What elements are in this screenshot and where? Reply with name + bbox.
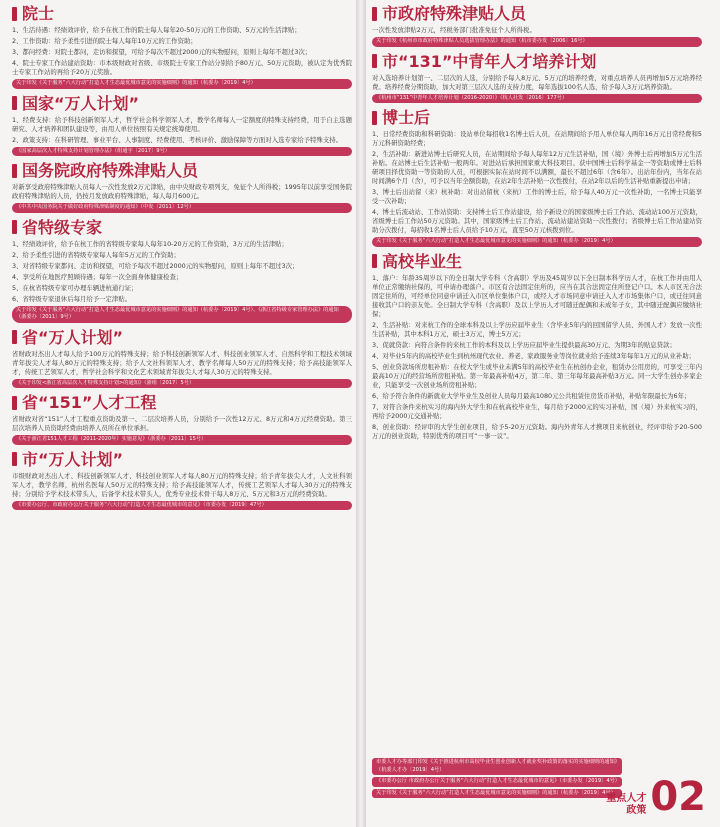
section-title [12, 94, 352, 113]
policy-section [12, 218, 352, 323]
section-title-text: 市“万人计划” [22, 449, 124, 469]
section-paragraph: 1、落户：年龄35周岁以下的全日制大学专科（含高职）学历及45周岁以下全日制本科学历人才，在杭工作并由用人单位正常缴纳社保的，可申请办理落户。市区有合法固定住所的，应当在其合法固定住所登记户口。本人市区无合法固定住所的，可经单位同意申请迁入市区单位集体户口，或经人才市场同意申请迁入人才市场集体户口，或迁往同意接收其户口的亲友处。全日制大学专科（含高职）及以上学历人才可随迁配偶和未成年子女，其中随迁配偶应缴纳社保； [372, 273, 702, 318]
section-paragraph: 2、生活补贴：对来杭工作的全球本科及以上学历应届毕业生（含毕业5年内的回国留学人员、外国人才）发放一次性生活补贴，其中本科1万元，硕士3万元，博士5万元； [372, 320, 702, 338]
section-paragraph: 1、经绩效评价，给予在杭工作的省特级专家每人每年10-20万元的工作资助，3万元的生活津贴； [12, 239, 288, 248]
title-marker-icon [12, 7, 17, 21]
source-citation: 《市委办公厅、市政府办公厅关于服务“六大行动”打造人才生态最优城市的意见》（市委办发〔2019〕47号） [12, 501, 352, 511]
section-paragraph: 省财政对省“151”人才工程重点资助及第一、二层次培养人员，分别给予一次性12万元、8万元和4万元经费资助。第三层次培养人员资助经费由培养人员所在单位承担。 [12, 415, 352, 432]
section-title-text: 市“131”中青年人才培养计划 [382, 51, 597, 71]
section-title [372, 4, 702, 23]
source-citation: 关于印发《关于服务“六大行动”打造人才生态最优城市意见的实施细则》的通知（杭委办〔2019〕4号）、《浙江省特级专家管理办法》的通知（浙委办〔2011〕9号） [12, 306, 352, 323]
title-marker-icon [372, 111, 377, 125]
policy-section [12, 393, 352, 445]
section-title [12, 218, 352, 237]
section-paragraph: 对入选培养计划第一、二层次的人选，分别给予每人8万元、5万元的培养经费，对重点培养人员再增加5万元培养经费。培养经费分期资助，加大对第三层次人选的支持力度，每年选拔100名人选，给予每人3万元培养资助。 [372, 73, 702, 91]
section-title-text: 院士 [22, 4, 55, 23]
title-marker-icon [12, 164, 17, 178]
title-marker-icon [372, 54, 377, 68]
section-paragraph: 一次性发放津贴2万元，经税务部门批准免征个人所得税。 [372, 26, 536, 34]
section-title-text: 市政府特殊津贴人员 [382, 4, 527, 23]
section-paragraph: 省财政对杰出人才每人给予100万元的特殊支持；给予科技创新领军人才、科技创业领军人才、自然科学和工程技术领域青年拔尖人才每人80万元的特殊支持；给予人文社科领军人才、教学名师每人50万元的特殊支持；给予高技能领军人才，传统工艺领军人才，哲学社会科学和文化艺术领域青年拔尖人才每人30万元的特殊支持。 [12, 349, 352, 376]
footer-source: 关于印发《关于服务“六大行动”打造人才生态最优城市意见的实施细则》的通知（杭委办〔2019〕4号） [372, 789, 622, 799]
policy-section [372, 4, 702, 47]
source-citation: 《杭州市“131”中青年人才培养计划（2016-2020）》（杭人社发〔2016〕177号） [372, 94, 702, 104]
source-citation: 关于印发《杭州市市政府特殊津贴人员选拔管理办法》的通知（杭市委办发〔2006〕16号） [372, 37, 702, 47]
section-title [372, 252, 702, 271]
section-title [12, 328, 352, 347]
brand-label [586, 793, 646, 817]
section-paragraph: 4、享受所在地医疗照顾待遇；每年一次全面身体健康检查； [12, 272, 183, 281]
policy-section [372, 252, 702, 441]
policy-section [12, 161, 352, 213]
section-title [372, 52, 702, 71]
policy-section [12, 328, 352, 389]
section-title-text: 省特级专家 [22, 217, 103, 237]
section-paragraph: 3、都问经费：对院士都问，走访和探望，可给予每次不超过2000元的实物慰问，原则上每年不超过3次； [12, 48, 312, 56]
section-paragraph: 4、对毕业5年内的高校毕业生到杭州现代农业、养老、家政服务业等岗位就业给予连续3年每年1万元的从业补助； [372, 351, 696, 360]
section-paragraph: 6、给予符合条件的新就业大学毕业生及创业人员每月最高1080元公共租赁住房货币补贴，补贴年限最长为6年； [372, 391, 691, 400]
section-paragraph: 7、对符合条件来杭实习的海内外大学生和在杭高校毕业生，每月给予2000元的实习补贴，国（境）外来杭实习的，再给予2000元交通补贴； [372, 402, 702, 420]
section-paragraph: 1、日常经费资助和科研资助：设站单位每招收1名博士后人员，在站期间给予用人单位每人两年16万元日常经费和5万元科研资助经费； [372, 130, 702, 147]
section-paragraph: 6、省特级专家退休后每月给予一定津贴。 [12, 294, 132, 303]
section-paragraph: 3、对省特级专家都问、走访和探望，可给予每次不超过2000元的实物慰问，原则上每年不超过3次； [12, 261, 299, 270]
section-title [372, 108, 702, 127]
page-brand [586, 774, 706, 820]
policy-section [12, 4, 352, 89]
source-citation: 关于印发《关于服务“六大行动”打造人才生态最优城市意见的实施细则》的通知（杭委办〔2019〕4号） [12, 79, 352, 89]
footer-source: 《市委办公厅 市政府办公厅关于服务“六大行动”打造人才生态最优城市的意见》（市委办发〔2019〕4号） [372, 777, 622, 787]
section-paragraph: 2、工作资助：给予柔性引进的院士每人每年10万元的工作资助； [12, 37, 197, 45]
policy-section [372, 108, 702, 247]
title-marker-icon [12, 96, 17, 110]
title-marker-icon [12, 220, 17, 234]
policy-section [12, 94, 352, 157]
section-paragraph: 1、生活待遇：经绩效评价，给予在杭工作的院士每人每年20-50万元的工作资助、5万元的生活津贴； [12, 26, 301, 34]
section-title-text: 国务院政府特殊津贴人员 [22, 161, 199, 180]
source-citation: 《中共中央国务院关于做好政府特殊津贴制度的通知》（中发〔2011〕12号） [12, 203, 352, 213]
source-citation: 《国家高层次人才特殊支持计划管理办法》（组通字〔2017〕9号） [12, 147, 352, 157]
section-title-text: 博士后 [382, 108, 431, 127]
section-paragraph: 3、博士后出站留（来）杭补助：对出站留杭（来杭）工作的博士后，给予每人40万元一次性补助，一名博士只能享受一次补助； [372, 188, 702, 205]
source-citation: 关于印发《关于服务“六大行动”打造人才生态最优城市意见的实施细则》的通知（杭委办〔2019〕4号） [372, 237, 702, 247]
title-marker-icon [372, 254, 377, 268]
source-citation: 《关于印发<浙江省高层次人才特殊支持计划>的通知》（浙组〔2017〕5号） [12, 379, 352, 389]
section-title-text: 高校毕业生 [382, 251, 463, 271]
policy-section [12, 450, 352, 511]
section-title [12, 450, 352, 469]
title-marker-icon [12, 396, 17, 410]
title-marker-icon [12, 330, 17, 344]
section-paragraph: 3、促就贷款：向符合条件的来杭工作的本科及以上学历应届毕业生提供最高30万元、为期3年的贴息贷款； [372, 340, 676, 349]
section-paragraph: 2、生活补助：新进站博士后研究人员，在站期间给予每人每年12万元生活补贴，国（境）外博士后再增加5万元生活补贴。在站博士后生活补贴一般两年。对进站后承担国家重大科技项目、获中国博士后科学基金一等资助或博士后科研项目择优资助一等资助的人员，可根据实际在站时间不以满额，最长不超过6年（含6年）。出站年份内，当年在站时间满6个月（含），可予以当年全额资助，在站2年生活补贴一次性拨付，在站2年以后的生活补贴重新提出申请； [372, 150, 702, 185]
left-column [12, 0, 352, 827]
section-paragraph: 4、博士后流动站、工作站资助：支持博士后工作站建设，给予新设立的国家级博士后工作站、流动站100万元资助，省级博士后工作站50万元资助。其中，国家级博士后工作站、流动站建站资助一次性拨付；省级博士后工作站建站资助分次拨付，每招收1名博士后人员给予10万元，直至50万元核拨到位。 [372, 208, 702, 234]
section-title [12, 4, 352, 23]
section-title-text: 国家“万人计划” [22, 93, 140, 113]
section-paragraph: 8、创业资助：经评审的大学生创业项目，给予5-20万元资助。海内外青年人才携项目来杭创业，经评审给予20-500万元的创业资助，特别优秀的项目可“一事一议”。 [372, 422, 702, 440]
title-marker-icon [12, 452, 17, 466]
section-paragraph: 对新享受政府特殊津贴人员每人一次性发放2万元津贴，由中央财政专项列支，免征个人所得税；1995年以前享受国务院政府特殊津贴的人员，仍按月发放政府特殊津贴，每人每月600元。 [12, 183, 352, 200]
section-paragraph: 5、在杭省特级专家可办理车辆进杭通行证； [12, 283, 138, 292]
footer-sources [372, 758, 622, 800]
title-marker-icon [372, 7, 377, 21]
page-fold [356, 0, 366, 827]
section-paragraph: 2、政策支持：在科研管理、事业平台、人事制度、经费使用、考核评价、激励保障等方面对入选专家给予特殊支持。 [12, 135, 342, 144]
page-number: 02 [650, 774, 706, 820]
section-title [12, 161, 352, 180]
section-paragraph: 4、院士专家工作站建站资助：市本级财政对省级、市级院士专家工作站分别给予80万元、50万元资助，被认定为优秀院士专家工作站的再给予20万元奖励。 [12, 59, 352, 76]
right-column [372, 0, 702, 827]
section-paragraph: 1、经费支持：给予科技创新领军人才，哲学社会科学领军人才，教学名师每人一定额度的特殊支持经费，用于自主选题研究、人才培养和团队建设等，由用人单位按照有关规定统筹使用。 [12, 115, 352, 133]
footer-source: 市委人才办等部门印发《关于推进杭州市高校毕业生创业创新人才就业奖补政策的落实的实施细则的通知》（杭委人才办〔2019〕4号） [372, 758, 622, 775]
brand-line-1: 重点人才 [606, 793, 647, 804]
section-title-text: 省“万人计划” [22, 327, 124, 347]
source-citation: 《关于浙江省151人才工程（2011-2020年）实施意见》（浙委办〔2011〕15号） [12, 435, 352, 445]
brand-line-2: 政策 [626, 805, 647, 816]
section-title [12, 393, 352, 412]
section-title-text: 省“151”人才工程 [22, 393, 157, 412]
section-paragraph: 5、创业贷款场所房租补贴：在校大学生或毕业未满5年的高校毕业生在杭创办企业，租赁办公用房的，可享受三年内最高10万元的经营场所房租补贴。第一年最高补贴4万，第二年、第三年每年最高补贴3万元。同一大学生创办多家企业，只能享受一次创业场所房租补贴； [372, 362, 702, 389]
section-paragraph: 市级财政对杰出人才、科技创新领军人才、科技创业领军人才每人80万元的特殊支持；给予青年拔尖人才，人文社科领军人才，教学名师，杭州名医每人50万元的特殊支持；给予高技能领军人才，传统工艺领军人才每人30万元的特殊支持；分别给予学术技术带头人，后备学术技术带头人，优秀专业技术骨干每人8万元、5万元和3万元的经费资助。 [12, 471, 352, 498]
policy-section [372, 52, 702, 104]
section-paragraph: 2、给予柔性引进的省特级专家每人每年5万元的工作资助； [12, 250, 180, 259]
